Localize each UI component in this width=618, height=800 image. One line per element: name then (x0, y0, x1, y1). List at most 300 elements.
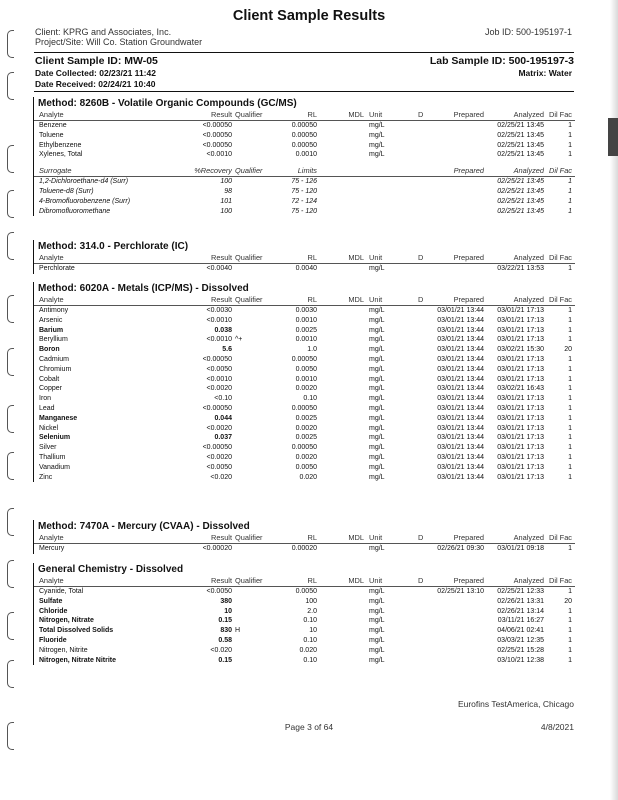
table-row (34, 414, 575, 424)
rl-cell: 0.00050 (291, 131, 317, 139)
analyte-cell: Nitrogen, Nitrate (39, 617, 94, 625)
result-cell: <0.020 (210, 473, 232, 481)
rl-cell: 0.0025 (295, 434, 317, 442)
col-recovery: %Recovery (194, 166, 232, 176)
col-qualifier: Qualifier (235, 295, 263, 304)
result-cell: <0.0010 (206, 316, 232, 324)
rl-cell: 0.00050 (291, 444, 317, 452)
col-d: D (418, 295, 424, 304)
table-row (34, 453, 575, 463)
date-collected: Date Collected: 02/23/21 11:42 (35, 68, 156, 78)
footer-date: 4/8/2021 (540, 722, 574, 732)
analyzed-cell: 03/01/21 17:13 (497, 444, 544, 452)
table-row (34, 150, 575, 160)
rl-cell: 0.00050 (291, 355, 317, 363)
analyte-cell: Toluene-d8 (Surr) (39, 187, 94, 195)
col-unit: Unit (369, 295, 383, 304)
job-id: Job ID: 500-195197-1 (484, 27, 572, 37)
rl-cell: 1.0 (307, 346, 317, 354)
result-cell: <0.020 (210, 646, 232, 654)
unit-cell: mg/L (369, 597, 385, 605)
analyzed-cell: 03/01/21 17:13 (497, 395, 544, 403)
col-d: D (418, 110, 424, 119)
col-rl: RL (307, 253, 317, 262)
dil-fac-cell: 1 (568, 151, 572, 159)
analyte-cell: 4-Bromofluorobenzene (Surr) (39, 197, 131, 205)
section-title: Method: 7470A - Mercury (CVAA) - Dissolved (38, 521, 250, 532)
prepared-cell: 03/01/21 13:44 (437, 424, 484, 432)
rl-cell: 75 - 126 (291, 178, 317, 186)
dil-fac-cell: 1 (568, 178, 572, 186)
binder-mark (7, 232, 14, 260)
binder-mark (7, 30, 14, 58)
unit-cell: mg/L (369, 404, 385, 412)
header-rule (34, 91, 574, 92)
result-cell: <0.00050 (202, 141, 232, 149)
dil-fac-cell: 1 (568, 473, 572, 481)
rl-cell: 0.0010 (295, 375, 317, 383)
analyzed-cell: 03/02/21 16:43 (497, 385, 544, 393)
col-unit: Unit (369, 110, 383, 119)
table-header (34, 533, 575, 544)
rl-cell: 0.0020 (295, 385, 317, 393)
rl-cell: 0.0020 (295, 424, 317, 432)
rl-cell: 0.00050 (291, 141, 317, 149)
analyzed-cell: 02/25/21 13:45 (497, 131, 544, 139)
col-rl: RL (307, 295, 317, 304)
analyzed-cell: 03/01/21 17:13 (497, 375, 544, 383)
unit-cell: mg/L (369, 463, 385, 471)
rl-cell: 0.0030 (295, 307, 317, 314)
result-cell: 0.15 (218, 656, 232, 664)
result-cell: <0.0010 (206, 151, 232, 159)
unit-cell: mg/L (369, 375, 385, 383)
unit-cell: mg/L (369, 617, 385, 625)
dil-fac-cell: 1 (568, 131, 572, 139)
binder-mark (7, 452, 14, 480)
date-received: Date Received: 02/24/21 10:40 (35, 79, 156, 89)
rl-cell: 0.0040 (295, 265, 317, 272)
prepared-cell: 03/01/21 13:44 (437, 365, 484, 373)
analyzed-cell: 03/01/21 09:18 (497, 545, 544, 552)
unit-cell: mg/L (369, 656, 385, 664)
analyte-cell: 1,2-Dichloroethane-d4 (Surr) (39, 178, 129, 186)
analyzed-cell: 02/25/21 15:28 (497, 646, 544, 654)
col-dil-fac: Dil Fac (549, 533, 572, 542)
analyte-cell: Cobalt (39, 375, 60, 383)
dil-fac-cell: 1 (568, 316, 572, 324)
section-title: Method: 6020A - Metals (ICP/MS) - Dissolved (38, 283, 249, 294)
unit-cell: mg/L (369, 122, 385, 129)
result-cell: 0.58 (218, 636, 232, 644)
result-cell: 380 (220, 597, 232, 605)
result-cell: 5.6 (222, 346, 232, 354)
unit-cell: mg/L (369, 307, 385, 314)
analyte-cell: Perchlorate (39, 265, 75, 272)
section-mercury (33, 520, 575, 554)
result-cell: 0.037 (214, 434, 232, 442)
col-prepared: Prepared (453, 295, 484, 304)
table-row (34, 316, 575, 326)
prepared-cell: 03/01/21 13:44 (437, 414, 484, 422)
analyzed-cell: 03/01/21 17:13 (497, 355, 544, 363)
analyte-cell: Chloride (39, 607, 68, 615)
col-qualifier: Qualifier (235, 576, 263, 585)
rl-cell: 0.10 (303, 636, 317, 644)
binder-mark (7, 348, 14, 376)
result-cell: <0.00050 (202, 355, 232, 363)
result-cell: <0.0020 (206, 424, 232, 432)
binder-mark (7, 405, 14, 433)
analyzed-cell: 03/01/21 17:13 (497, 453, 544, 461)
unit-cell: mg/L (369, 141, 385, 149)
col-prepared: Prepared (453, 166, 484, 176)
col-mdl: MDL (348, 295, 364, 304)
col-analyzed: Analyzed (513, 110, 544, 119)
dil-fac-cell: 1 (568, 122, 572, 129)
dil-fac-cell: 1 (568, 545, 572, 552)
col-dil-fac: Dil Fac (549, 110, 572, 119)
analyzed-cell: 02/26/21 13:14 (497, 607, 544, 615)
dil-fac-cell: 1 (568, 424, 572, 432)
dil-fac-cell: 1 (568, 588, 572, 595)
analyzed-cell: 02/25/21 13:45 (497, 151, 544, 159)
unit-cell: mg/L (369, 336, 385, 344)
rl-cell: 0.10 (303, 656, 317, 664)
unit-cell: mg/L (369, 473, 385, 481)
dil-fac-cell: 1 (568, 375, 572, 383)
table-row (34, 424, 575, 434)
rl-cell: 0.0050 (295, 365, 317, 373)
result-cell: <0.0050 (206, 588, 232, 595)
table-row (34, 355, 575, 365)
table-row (34, 607, 575, 617)
prepared-cell: 03/01/21 13:44 (437, 326, 484, 334)
analyte-cell: Copper (39, 385, 62, 393)
dil-fac-cell: 1 (568, 636, 572, 644)
col-analyzed: Analyzed (513, 295, 544, 304)
analyzed-cell: 03/01/21 17:13 (497, 414, 544, 422)
qualifier-cell: ^+ (235, 336, 243, 344)
prepared-cell: 03/01/21 13:44 (437, 463, 484, 471)
table-row (34, 616, 575, 626)
col-d: D (418, 576, 424, 585)
unit-cell: mg/L (369, 444, 385, 452)
dil-fac-cell: 1 (568, 414, 572, 422)
result-cell: 98 (224, 187, 232, 195)
analyzed-cell: 04/06/21 02:41 (497, 627, 544, 635)
rl-cell: 0.00050 (291, 122, 317, 129)
analyte-cell: Ethylbenzene (39, 141, 82, 149)
analyzed-cell: 02/25/21 13:45 (497, 122, 544, 129)
table-row (34, 646, 575, 656)
col-mdl: MDL (348, 533, 364, 542)
col-prepared: Prepared (453, 533, 484, 542)
analyte-cell: Cyanide, Total (39, 588, 84, 595)
rl-cell: 0.0010 (295, 151, 317, 159)
analyte-cell: Nickel (39, 424, 59, 432)
result-cell: 10 (224, 607, 232, 615)
rl-cell: 75 - 120 (291, 187, 317, 195)
table-row (34, 306, 575, 316)
col-result: Result (211, 110, 232, 119)
col-qualifier: Qualifier (235, 166, 263, 176)
analyte-cell: Beryllium (39, 336, 68, 344)
col-prepared: Prepared (453, 110, 484, 119)
col-surrogate: Surrogate (39, 166, 72, 176)
col-rl: RL (307, 576, 317, 585)
analyzed-cell: 03/01/21 17:13 (497, 404, 544, 412)
analyte-cell: Silver (39, 444, 57, 452)
unit-cell: mg/L (369, 607, 385, 615)
col-dil-fac: Dil Fac (549, 295, 572, 304)
rl-cell: 0.0010 (295, 316, 317, 324)
dil-fac-cell: 1 (568, 207, 572, 215)
prepared-cell: 03/01/21 13:44 (437, 434, 484, 442)
analyzed-cell: 03/10/21 12:38 (497, 656, 544, 664)
prepared-cell: 03/01/21 13:44 (437, 444, 484, 452)
surrogate-row (34, 187, 575, 197)
table-row (34, 626, 575, 636)
analyte-cell: Sulfate (39, 597, 63, 605)
analyzed-cell: 03/11/21 16:27 (497, 617, 544, 625)
result-cell: <0.0010 (206, 336, 232, 344)
binder-margin (0, 0, 26, 800)
analyte-cell: Toluene (39, 131, 64, 139)
table-header (34, 576, 575, 587)
dil-fac-cell: 1 (568, 404, 572, 412)
binder-mark (7, 72, 14, 100)
page-title: Client Sample Results (232, 8, 386, 24)
dil-fac-cell: 1 (568, 434, 572, 442)
section-perchlorate (33, 240, 575, 274)
dil-fac-cell: 1 (568, 326, 572, 334)
unit-cell: mg/L (369, 326, 385, 334)
analyzed-cell: 03/01/21 17:13 (497, 473, 544, 481)
rl-cell: 0.0050 (295, 463, 317, 471)
matrix: Matrix: Water (518, 68, 572, 78)
rl-cell: 0.0025 (295, 326, 317, 334)
result-cell: <0.00050 (202, 122, 232, 129)
rl-cell: 0.10 (303, 395, 317, 403)
unit-cell: mg/L (369, 636, 385, 644)
rl-cell: 72 - 124 (291, 197, 317, 205)
result-cell: 0.15 (218, 617, 232, 625)
col-analyte: Analyte (39, 253, 64, 262)
unit-cell: mg/L (369, 385, 385, 393)
analyzed-cell: 03/22/21 13:53 (497, 265, 544, 272)
surrogate-row (34, 177, 575, 187)
rl-cell: 0.00020 (291, 545, 317, 552)
analyzed-cell: 03/01/21 17:13 (497, 424, 544, 432)
dil-fac-cell: 1 (568, 395, 572, 403)
unit-cell: mg/L (369, 355, 385, 363)
col-d: D (418, 253, 424, 262)
rl-cell: 0.020 (299, 473, 317, 481)
rl-cell: 2.0 (307, 607, 317, 615)
prepared-cell: 03/01/21 13:44 (437, 307, 484, 314)
result-cell: <0.0010 (206, 375, 232, 383)
client-sample-id: Client Sample ID: MW-05 (35, 55, 158, 67)
result-cell: 0.044 (214, 414, 232, 422)
analyzed-cell: 03/01/21 17:13 (497, 365, 544, 373)
rl-cell: 0.00050 (291, 404, 317, 412)
result-cell: <0.0040 (206, 265, 232, 272)
rl-cell: 0.0010 (295, 336, 317, 344)
table-row (34, 433, 575, 443)
result-cell: <0.0050 (206, 365, 232, 373)
analyte-cell: Mercury (39, 545, 65, 552)
col-unit: Unit (369, 533, 383, 542)
result-cell: <0.10 (214, 395, 232, 403)
analyte-cell: Dibromofluoromethane (39, 207, 111, 215)
binder-mark (7, 145, 14, 173)
table-row (34, 597, 575, 607)
unit-cell: mg/L (369, 265, 385, 272)
project-site: Project/Site: Will Co. Station Groundwater (35, 37, 203, 47)
rl-cell: 75 - 120 (291, 207, 317, 215)
rl-cell: 10 (309, 627, 317, 635)
col-result: Result (211, 576, 232, 585)
col-prepared: Prepared (453, 253, 484, 262)
analyte-cell: Chromium (39, 365, 72, 373)
analyte-cell: Arsenic (39, 316, 63, 324)
dil-fac-cell: 1 (568, 265, 572, 272)
prepared-cell: 02/25/21 13:10 (437, 588, 484, 595)
unit-cell: mg/L (369, 588, 385, 595)
rl-cell: 100 (305, 597, 317, 605)
analyte-cell: Vanadium (39, 463, 71, 471)
unit-cell: mg/L (369, 414, 385, 422)
analyte-cell: Boron (39, 346, 60, 354)
analyte-cell: Cadmium (39, 355, 69, 363)
section-general-chemistry (33, 563, 575, 665)
dil-fac-cell: 1 (568, 385, 572, 393)
analyzed-cell: 02/25/21 12:33 (497, 588, 544, 595)
dil-fac-cell: 1 (568, 617, 572, 625)
result-cell: <0.00050 (202, 131, 232, 139)
col-analyte: Analyte (39, 576, 64, 585)
unit-cell: mg/L (369, 395, 385, 403)
result-cell: <0.0050 (206, 463, 232, 471)
section-title: Method: 314.0 - Perchlorate (IC) (38, 241, 189, 252)
unit-cell: mg/L (369, 365, 385, 373)
prepared-cell: 03/01/21 13:44 (437, 395, 484, 403)
unit-cell: mg/L (369, 346, 385, 354)
analyzed-cell: 03/01/21 17:13 (497, 434, 544, 442)
page-tab-marker (608, 118, 618, 156)
unit-cell: mg/L (369, 424, 385, 432)
dil-fac-cell: 1 (568, 656, 572, 664)
col-qualifier: Qualifier (235, 253, 263, 262)
analyzed-cell: 02/25/21 13:45 (497, 141, 544, 149)
analyzed-cell: 03/01/21 17:13 (497, 336, 544, 344)
binder-mark (7, 508, 14, 536)
dil-fac-cell: 1 (568, 141, 572, 149)
col-mdl: MDL (348, 110, 364, 119)
result-cell: 100 (220, 178, 232, 186)
rl-cell: 0.10 (303, 617, 317, 625)
table-header (34, 253, 575, 264)
analyte-cell: Iron (39, 395, 52, 403)
col-analyzed: Analyzed (513, 166, 544, 176)
analyte-cell: Xylenes, Total (39, 151, 83, 159)
col-unit: Unit (369, 576, 383, 585)
result-cell: <0.00050 (202, 444, 232, 452)
table-row (34, 656, 575, 666)
section-metals (33, 282, 575, 482)
table-row (34, 345, 575, 355)
section-title: Method: 8260B - Volatile Organic Compounds (GC/MS) (38, 98, 297, 109)
analyzed-cell: 03/01/21 17:13 (497, 316, 544, 324)
table-row (34, 365, 575, 375)
analyte-cell: Barium (39, 326, 64, 334)
analyte-cell: Fluoride (39, 636, 67, 644)
dil-fac-cell: 1 (568, 307, 572, 314)
surrogate-row (34, 207, 575, 217)
unit-cell: mg/L (369, 434, 385, 442)
section-title: General Chemistry - Dissolved (38, 564, 184, 575)
result-cell: 100 (220, 207, 232, 215)
col-result: Result (211, 253, 232, 262)
binder-mark (7, 560, 14, 588)
result-cell: 830 (220, 627, 232, 635)
unit-cell: mg/L (369, 545, 385, 552)
result-cell: <0.0020 (206, 385, 232, 393)
table-header (34, 110, 575, 121)
binder-mark (7, 660, 14, 688)
client-name: Client: KPRG and Associates, Inc. (35, 27, 172, 37)
col-dil-fac: Dil Fac (549, 166, 572, 176)
prepared-cell: 03/01/21 13:44 (437, 375, 484, 383)
rl-cell: 0.0050 (295, 588, 317, 595)
dil-fac-cell: 1 (568, 646, 572, 654)
prepared-cell: 03/01/21 13:44 (437, 473, 484, 481)
analyzed-cell: 02/25/21 13:45 (497, 207, 544, 215)
analyte-cell: Antimony (39, 307, 69, 314)
table-row (34, 443, 575, 453)
table-row (34, 587, 575, 597)
unit-cell: mg/L (369, 627, 385, 635)
table-row (34, 544, 575, 554)
result-cell: <0.00050 (202, 404, 232, 412)
binder-mark (7, 612, 14, 640)
analyzed-cell: 02/25/21 13:45 (497, 187, 544, 195)
dil-fac-cell: 1 (568, 444, 572, 452)
analyzed-cell: 03/01/21 17:13 (497, 326, 544, 334)
header-rule (34, 52, 574, 53)
analyzed-cell: 03/01/21 17:13 (497, 307, 544, 314)
dil-fac-cell: 1 (568, 187, 572, 195)
result-cell: 101 (220, 197, 232, 205)
table-row (34, 264, 575, 274)
section-voc (33, 97, 575, 216)
analyzed-cell: 02/25/21 13:45 (497, 197, 544, 205)
analyte-cell: Nitrogen, Nitrate Nitrite (39, 656, 117, 664)
footer-page-number: Page 3 of 64 (284, 722, 334, 732)
col-analyzed: Analyzed (513, 576, 544, 585)
analyte-cell: Selenium (39, 434, 71, 442)
col-rl: RL (307, 533, 317, 542)
result-cell: 0.038 (214, 326, 232, 334)
dil-fac-cell: 1 (568, 463, 572, 471)
result-cell: <0.0020 (206, 453, 232, 461)
table-row (34, 375, 575, 385)
lab-sample-id: Lab Sample ID: 500-195197-3 (429, 55, 574, 67)
dil-fac-cell: 1 (568, 197, 572, 205)
unit-cell: mg/L (369, 316, 385, 324)
footer-lab-name: Eurofins TestAmerica, Chicago (457, 699, 574, 709)
